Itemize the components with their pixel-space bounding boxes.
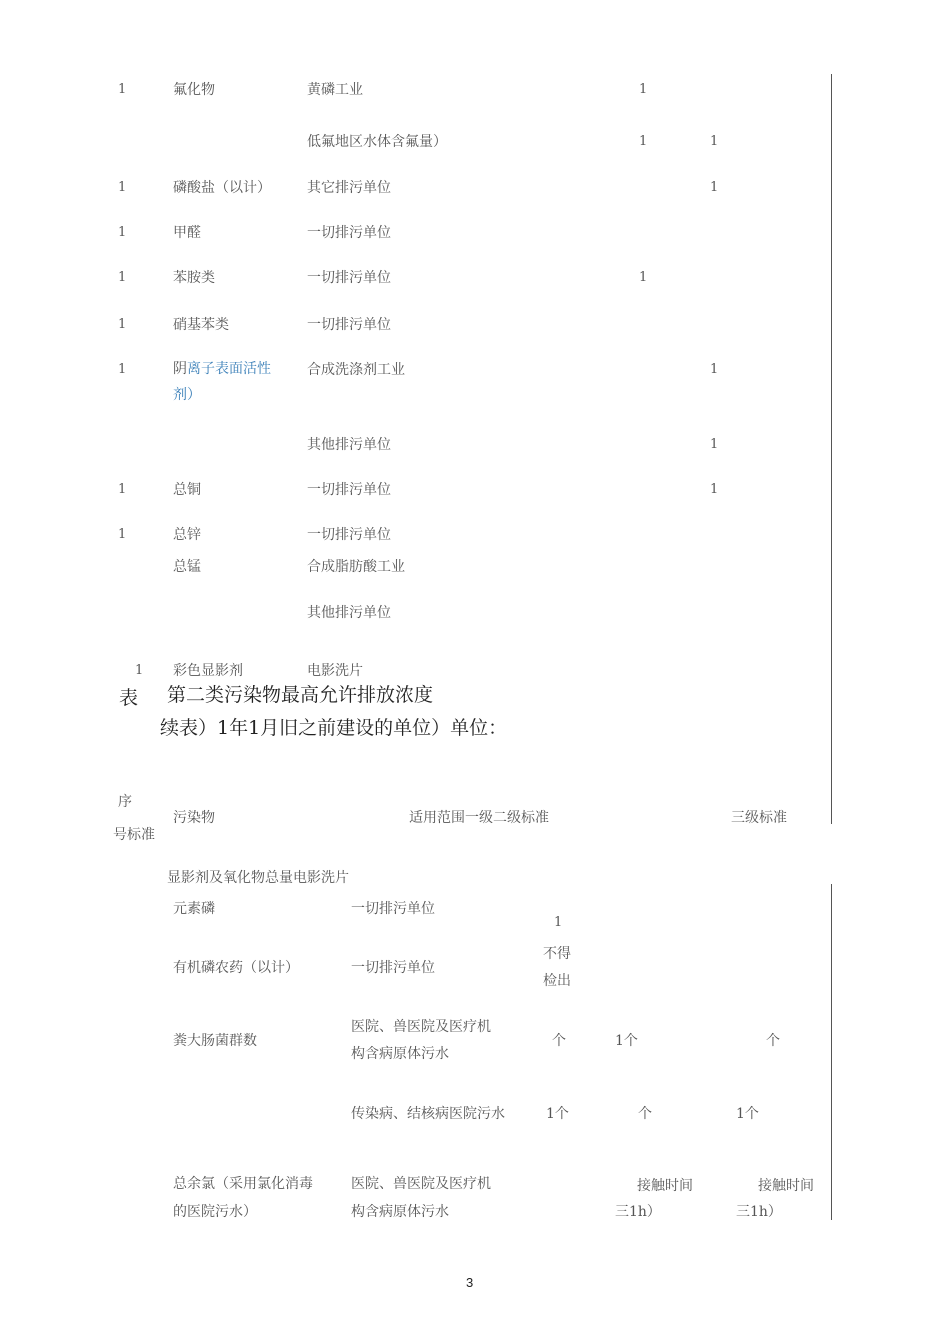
value-cell: 个 (552, 1033, 566, 1049)
pollutant-cell: 元素磷 (173, 901, 215, 917)
value-cell: 1 (710, 437, 719, 452)
pollutant-cell: 彩色显影剂 (173, 663, 243, 679)
right-border-upper (831, 74, 832, 824)
value-cell: 检出 (543, 973, 571, 989)
scope-cell: 一切排污单位 (307, 527, 391, 543)
page-number: 3 (466, 1275, 474, 1290)
scope-cell: 一切排污单位 (307, 225, 391, 241)
scope-cell: 一切排污单位 (351, 901, 435, 917)
seq-cell: 1 (118, 270, 127, 285)
pollutant-cell: 有机磷农药（以计） (173, 960, 299, 976)
surfactant-link[interactable]: 离子表面活性 (187, 361, 271, 377)
seq-cell: 1 (118, 180, 127, 195)
value-cell: 三1h） (736, 1204, 782, 1220)
header-seq: 序 (118, 794, 132, 810)
seq-cell: 1 (118, 225, 127, 240)
value-cell: 1个 (736, 1106, 759, 1122)
table-subtitle: 续表）1年1月旧之前建设的单位）单位： (160, 717, 508, 739)
value-cell: 1 (639, 270, 648, 285)
value-cell: 接触时间 (758, 1178, 814, 1194)
pollutant-cell: 的医院污水） (173, 1204, 257, 1220)
scope-cell: 一切排污单位 (351, 960, 435, 976)
pollutant-cell: 磷酸盐（以计） (173, 180, 271, 196)
scope-cell: 一切排污单位 (307, 270, 391, 286)
scope-cell: 传染病、结核病医院污水 (351, 1106, 505, 1122)
pollutant-cell: 总锌 (173, 527, 201, 543)
scope-cell: 构含病原体污水 (351, 1204, 449, 1220)
scope-cell: 医院、兽医院及医疗机 (351, 1019, 491, 1035)
scope-cell: 构含病原体污水 (351, 1046, 449, 1062)
value-cell: 1个 (615, 1033, 638, 1049)
seq-cell: 1 (118, 362, 127, 377)
pollutant-cell-continued[interactable]: 剂） (173, 387, 201, 403)
scope-cell: 电影洗片 (307, 663, 363, 679)
scope-cell: 一切排污单位 (307, 482, 391, 498)
pollutant-cell: 甲醛 (173, 225, 201, 241)
seq-cell: 1 (118, 527, 127, 542)
value-cell: 个 (766, 1033, 780, 1049)
value-cell: 1 (554, 915, 563, 930)
seq-cell: 1 (118, 482, 127, 497)
seq-cell: 1 (118, 82, 127, 97)
value-cell: 1 (710, 180, 719, 195)
pollutant-prefix: 阴 (173, 361, 187, 377)
scope-cell: 低氟地区水体含氟量） (307, 134, 447, 150)
value-cell: 1 (710, 482, 719, 497)
value-cell: 1个 (546, 1106, 569, 1122)
seq-cell: 1 (118, 317, 127, 332)
pollutant-cell: 总余氯（采用氯化消毒 (173, 1176, 313, 1192)
value-cell: 接触时间 (637, 1178, 693, 1194)
value-cell: 三1h） (615, 1204, 661, 1220)
value-cell: 不得 (543, 946, 571, 962)
pollutant-cell: 粪大肠菌群数 (173, 1033, 257, 1049)
header-level3: 三级标准 (731, 810, 787, 826)
header-pollutant: 污染物 (173, 810, 215, 826)
value-cell: 1 (710, 362, 719, 377)
value-cell: 1 (639, 134, 648, 149)
value-cell: 1 (710, 134, 719, 149)
scope-cell: 合成洗涤剂工业 (307, 362, 405, 378)
scope-cell: 其它排污单位 (307, 180, 391, 196)
pollutant-cell: 总锰 (173, 559, 201, 575)
pollutant-cell (173, 357, 271, 381)
pollutant-cell: 总铜 (173, 482, 201, 498)
scope-cell: 黄磷工业 (307, 82, 363, 98)
pollutant-cell: 硝基苯类 (173, 317, 229, 333)
header-seq-standard: 号标准 (113, 827, 155, 843)
scope-cell: 其他排污单位 (307, 605, 391, 621)
scope-cell: 一切排污单位 (307, 317, 391, 333)
pollutant-cell: 氟化物 (173, 82, 215, 98)
seq-cell: 1 (135, 663, 144, 678)
scope-cell: 其他排污单位 (307, 437, 391, 453)
table-prefix: 表 (119, 687, 139, 709)
table-title: 第二类污染物最高允许排放浓度 (167, 684, 434, 706)
scope-cell: 合成脂肪酸工业 (307, 559, 405, 575)
developer-row: 显影剂及氧化物总量电影洗片 (167, 870, 349, 886)
value-cell: 1 (639, 82, 648, 97)
value-cell: 个 (638, 1106, 652, 1122)
right-border-lower (831, 884, 832, 1220)
header-scope-levels: 适用范围一级二级标准 (409, 810, 549, 826)
pollutant-cell: 苯胺类 (173, 270, 215, 286)
scope-cell: 医院、兽医院及医疗机 (351, 1176, 491, 1192)
